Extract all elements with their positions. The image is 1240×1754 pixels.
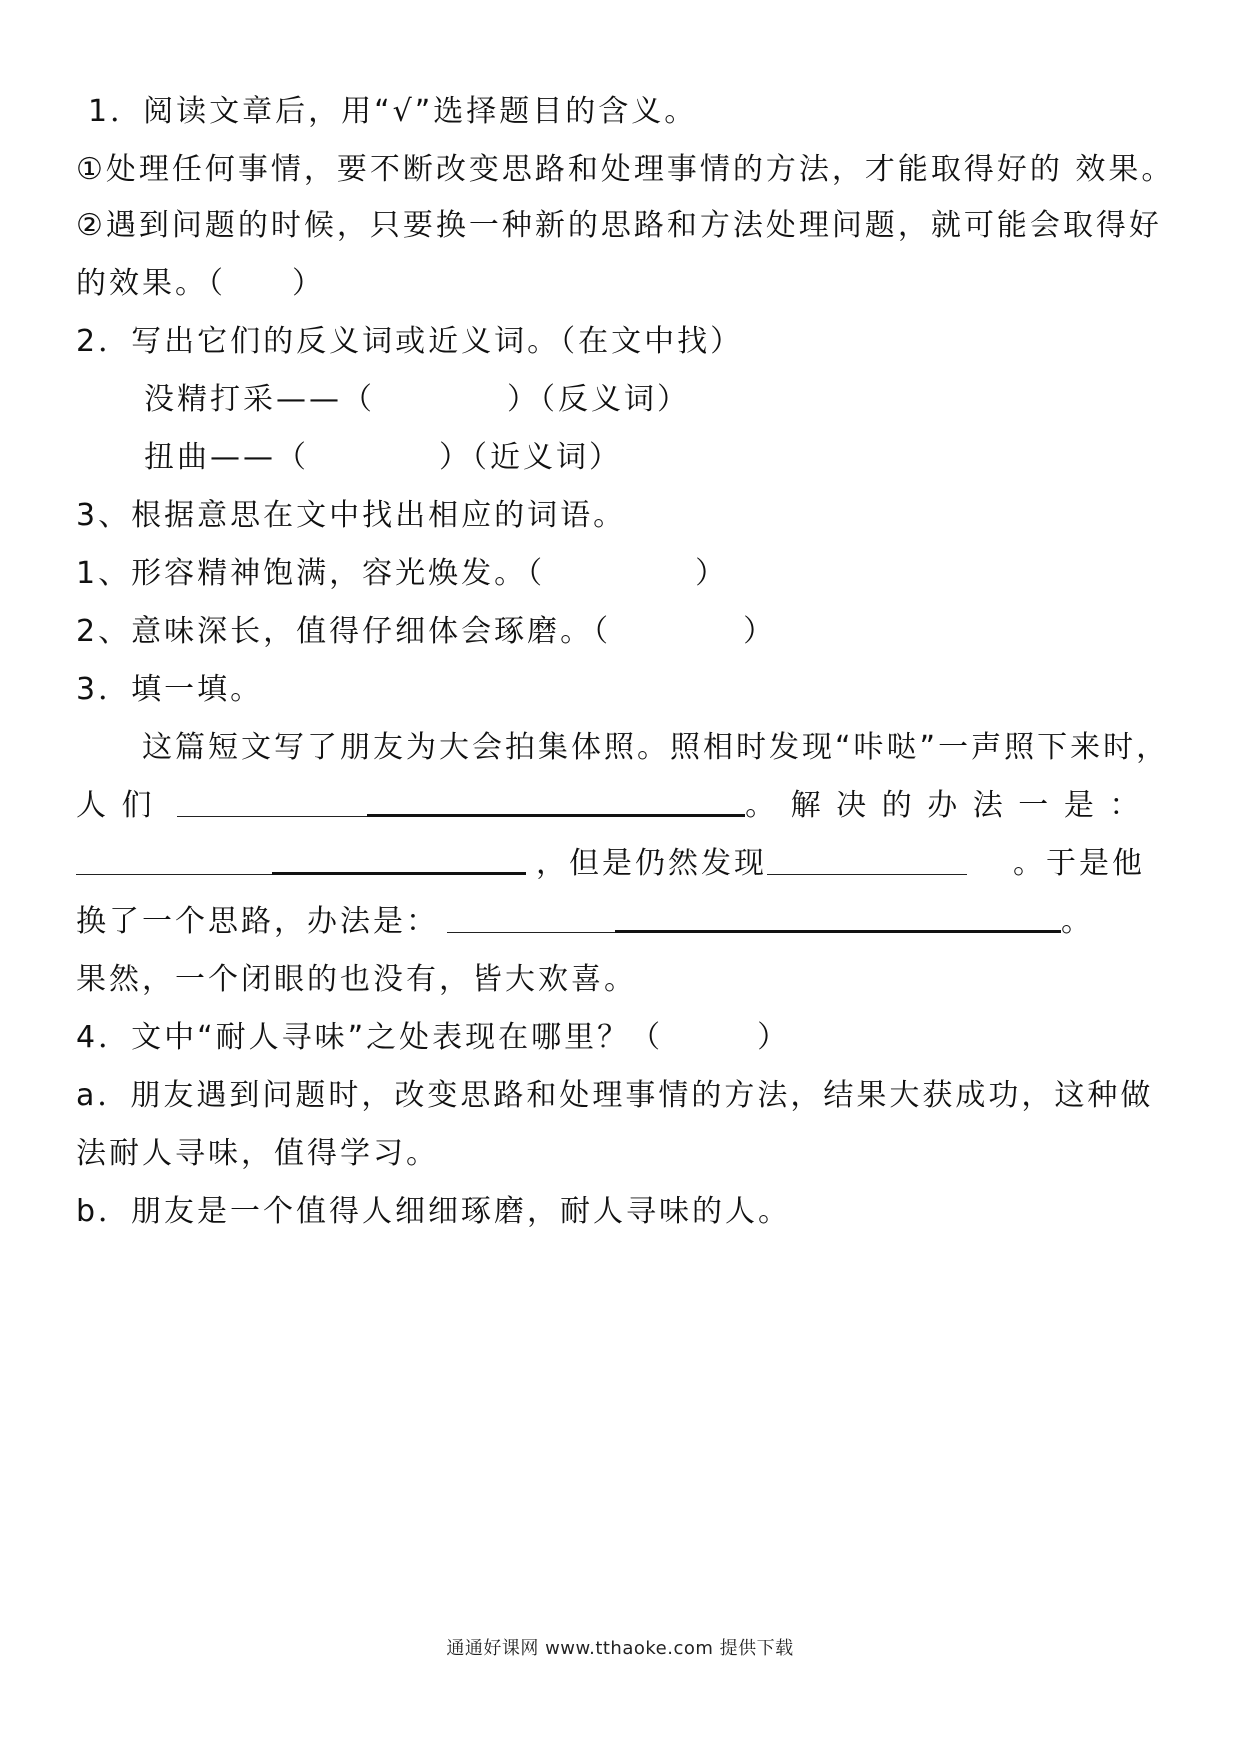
q4-paragraph-line1: 这篇短文写了朋友为大会拍集体照。照相时发现“咔哒”一声照下来时， <box>142 730 1170 765</box>
footer-credit: 通通好课网 www.tthaoke.com 提供下载 <box>446 1638 794 1659</box>
q5-option-a-line1: a．朋友遇到问题时，改变思路和处理事情的方法，结果大获成功，这种做 <box>76 1078 1154 1113</box>
q4-blank-3[interactable] <box>767 846 967 875</box>
q4-line3-mid: ，但是仍然发现 <box>536 846 767 881</box>
q5-title-end: ） <box>757 1020 791 1055</box>
q3-title: 3、根据意思在文中找出相应的词语。 <box>76 498 627 533</box>
q2-item-2 <box>144 438 622 478</box>
q3-item-2-end: ） <box>743 614 777 649</box>
q1-option-2-line2: 的效果。（ ） <box>76 266 325 301</box>
q4-blank-4b[interactable] <box>615 902 1061 933</box>
q3-item-2-text: 2、意味深长，值得仔细体会琢磨。（ <box>76 614 612 649</box>
q2-item-2-word: 扭曲——（ <box>144 440 309 475</box>
q2-title: 2．写出它们的反义词或近义词。（在文中找） <box>76 324 744 359</box>
q2-item-2-end: ）（近义词） <box>439 440 622 475</box>
q3-item-1 <box>76 554 728 594</box>
q4-line3-end: 。于是他 <box>1013 846 1145 881</box>
q4-paragraph-line3 <box>76 844 1145 884</box>
q4-paragraph-line2 <box>76 786 1142 826</box>
q4-line4-start: 换了一个思路，办法是： <box>76 904 439 939</box>
q5-option-b: b．朋友是一个值得人细细琢磨，耐人寻味的人。 <box>76 1194 792 1229</box>
q4-blank-2b[interactable] <box>272 844 526 875</box>
q1-title: 1．阅读文章后，用“√”选择题目的含义。 <box>88 94 698 129</box>
q4-line2-start: 人 们 <box>76 788 155 823</box>
q4-blank-1b[interactable] <box>367 786 745 817</box>
q1-option-1: ①处理任何事情，要不断改变思路和处理事情的方法，才能取得好的 效果。 <box>76 152 1175 187</box>
q4-paragraph-line4 <box>76 902 1094 942</box>
q4-title: 3．填一填。 <box>76 672 264 707</box>
q5-title <box>76 1018 790 1058</box>
q4-blank-2a[interactable] <box>76 846 272 875</box>
q3-item-1-end: ） <box>695 556 729 591</box>
q5-option-a-line2: 法耐人寻味，值得学习。 <box>76 1136 439 1171</box>
q3-item-1-text: 1、形容精神饱满，容光焕发。（ <box>76 556 546 591</box>
q5-title-text: 4．文中“耐人寻味”之处表现在哪里？（ <box>76 1020 664 1055</box>
q4-paragraph-line5: 果然，一个闭眼的也没有，皆大欢喜。 <box>76 962 637 997</box>
q2-item-1-end: ）（反义词） <box>507 382 690 417</box>
q4-blank-1a[interactable] <box>177 788 367 817</box>
q4-line2-end: 。 解 决 的 办 法 一 是 ： <box>745 788 1143 823</box>
q2-item-1 <box>144 380 690 420</box>
q4-line4-end: 。 <box>1061 904 1094 939</box>
q4-blank-4a[interactable] <box>447 904 615 933</box>
q1-option-2-line1: ②遇到问题的时候，只要换一种新的思路和方法处理问题，就可能会取得好 <box>76 208 1162 243</box>
q2-item-1-word: 没精打采——（ <box>144 382 375 417</box>
q3-item-2 <box>76 612 776 652</box>
